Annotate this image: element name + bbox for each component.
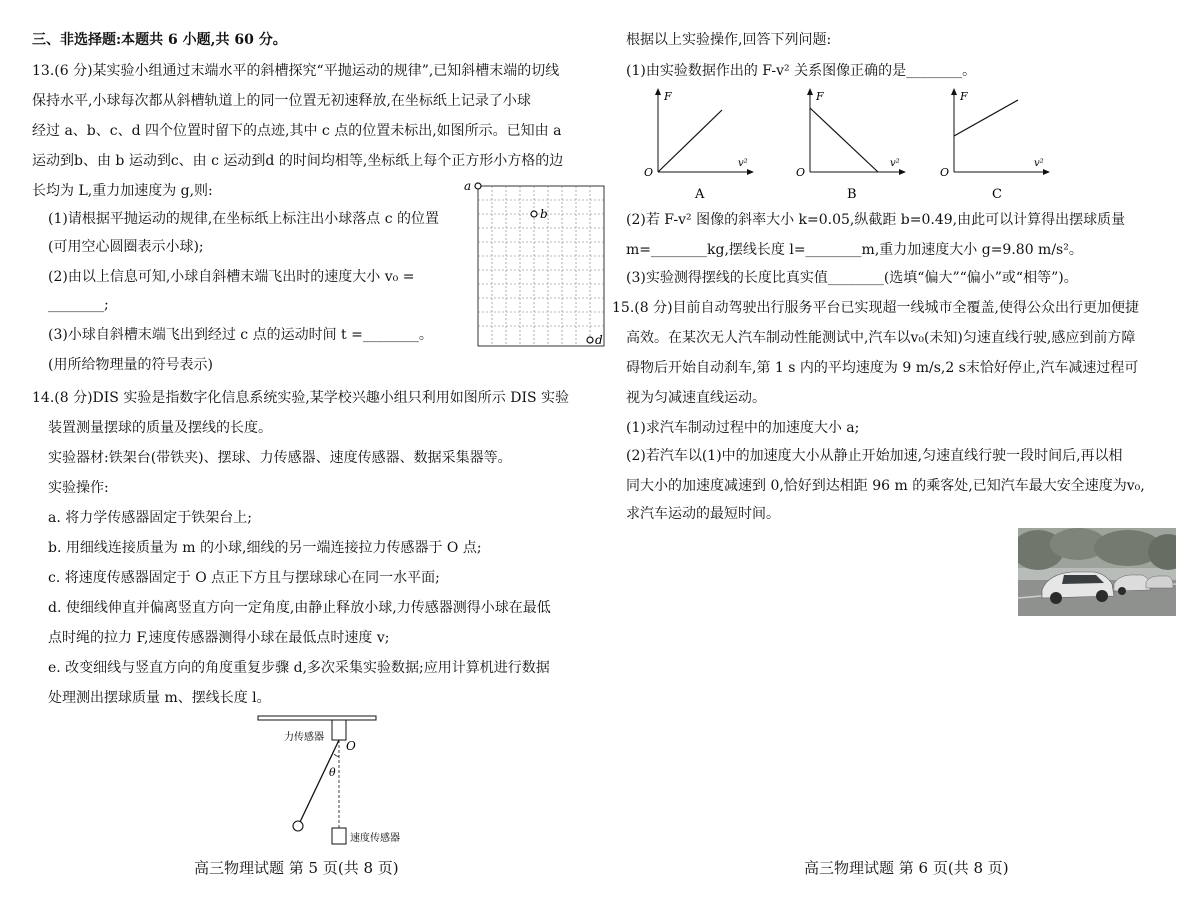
graph-A-F: F xyxy=(664,90,672,103)
graph-C-F: F xyxy=(960,90,968,103)
force-sensor-label: 力传感器 xyxy=(284,732,324,743)
point-d xyxy=(587,337,593,343)
q13-note: (用所给物理量的符号表示) xyxy=(48,357,213,373)
graph-B-O: O xyxy=(796,166,806,179)
q15-line-3: 碍物后开始自动刹车,第 1 s 内的平均速度为 9 m/s,2 s末恰好停止,汽车减速过程可 xyxy=(626,360,1139,376)
force-sensor-box xyxy=(332,720,346,740)
graph-C xyxy=(936,86,1056,204)
q15-part-2-c: 求汽车运动的最短时间。 xyxy=(626,506,780,522)
q14-operations-title: 实验操作: xyxy=(48,480,109,496)
q13-line-2: 保持水平,小球每次都从斜槽轨道上的同一位置无初速释放,在坐标纸上记录了小球 xyxy=(32,93,531,109)
graph-A-O: O xyxy=(644,166,654,179)
graph-B-label: B xyxy=(847,187,857,202)
point-b xyxy=(531,211,537,217)
q13-part2-b: ________; xyxy=(48,297,109,313)
q14-question-3: (3)实验测得摆线的长度比真实值________(选填“偏大”“偏小”或“相等”)。 xyxy=(626,270,1078,286)
graph-C-xlabel: v² xyxy=(1034,158,1044,169)
graph-C-label: C xyxy=(992,187,1002,202)
q14-line-2: 装置测量摆球的质量及摆线的长度。 xyxy=(48,420,272,436)
q15-line-2: 高效。在某次无人汽车制动性能测试中,汽车以v₀(未知)匀速直线行驶,感应到前方障 xyxy=(626,330,1136,346)
q15-part-2-b: 同大小的加速度减速到 0,恰好到达相距 96 m 的乘客处,已知汽车最大安全速度为v₀, xyxy=(626,478,1145,494)
q13-line-3: 经过 a、b、c、d 四个位置时留下的点迹,其中 c 点的位置未标出,如图所示。已知由 a xyxy=(32,123,562,139)
coordinate-paper-figure xyxy=(460,178,610,350)
q13-part3: (3)小球自斜槽末端飞出到经过 c 点的运动时间 t =________。 xyxy=(48,327,433,343)
q15-part-1: (1)求汽车制动过程中的加速度大小 a; xyxy=(626,420,860,436)
point-a xyxy=(475,183,481,189)
q13-line-5: 长均为 L,重力加速度为 g,则: xyxy=(32,183,213,199)
q14-step-a: a. 将力学传感器固定于铁架台上; xyxy=(48,510,252,526)
autonomous-car-photo xyxy=(1018,528,1176,616)
theta-label: θ xyxy=(329,766,336,779)
q14-step-d-2: 点时绳的拉力 F,速度传感器测得小球在最低点时速度 v; xyxy=(48,630,390,646)
graph-A-label: A xyxy=(695,187,705,202)
q14-followup-intro: 根据以上实验操作,回答下列问题: xyxy=(626,32,832,48)
graph-C-line xyxy=(954,100,1018,136)
graph-A-xlabel: v² xyxy=(738,158,748,169)
q15-line-1: 15.(8 分)目前自动驾驶出行服务平台已实现超一线城市全覆盖,使得公众出行更加便捷 xyxy=(612,300,1139,316)
q14-step-d-1: d. 使细线伸直并偏离竖直方向一定角度,由静止释放小球,力传感器测得小球在最低 xyxy=(48,600,551,616)
q14-question-1: (1)由实验数据作出的 F-v² 关系图像正确的是________。 xyxy=(626,63,977,79)
graph-A xyxy=(640,86,760,204)
q13-line-4: 运动到b、由 b 运动到c、由 c 运动到d 的时间均相等,坐标纸上每个正方形小方格的边 xyxy=(32,153,564,169)
graph-B-xlabel: v² xyxy=(890,158,900,169)
q14-step-b: b. 用细线连接质量为 m 的小球,细线的另一端连接拉力传感器于 O 点; xyxy=(48,540,482,556)
q14-equipment: 实验器材:铁架台(带铁夹)、摆球、力传感器、速度传感器、数据采集器等。 xyxy=(48,450,512,466)
graph-B xyxy=(792,86,912,204)
q14-step-e-2: 处理测出摆球质量 m、摆线长度 l。 xyxy=(48,690,271,706)
angle-arc xyxy=(334,754,339,756)
point-O-label: O xyxy=(346,739,356,753)
iron-stand-bar xyxy=(258,716,376,720)
graph-A-line xyxy=(658,110,722,172)
q13-part2-a: (2)由以上信息可知,小球自斜槽末端飞出时的速度大小 v₀ = xyxy=(48,269,415,285)
q13-part1-b: (可用空心圆圈表示小球); xyxy=(48,239,204,255)
q14-question-2-b: m=________kg,摆线长度 l=________m,重力加速度大小 g=9.80 m/s²。 xyxy=(626,242,1083,258)
section-title: 三、非选择题:本题共 6 小题,共 60 分。 xyxy=(32,32,287,48)
right-footer: 高三物理试题 第 6 页(共 8 页) xyxy=(804,859,1009,877)
pendulum-string xyxy=(300,740,339,822)
graph-B-F: F xyxy=(816,90,824,103)
pendulum-ball xyxy=(293,821,303,831)
q15-line-4: 视为匀减速直线运动。 xyxy=(626,390,766,406)
graph-C-O: O xyxy=(940,166,950,179)
label-b: b xyxy=(540,207,548,221)
pendulum-figure xyxy=(250,710,410,850)
q15-part-2-a: (2)若汽车以(1)中的加速度大小从静止开始加速,匀速直线行驶一段时间后,再以相 xyxy=(626,448,1123,464)
q14-step-c: c. 将速度传感器固定于 O 点正下方且与摆球球心在同一水平面; xyxy=(48,570,440,586)
label-d: d xyxy=(595,333,603,347)
q13-line-1: 13.(6 分)某实验小组通过末端水平的斜槽探究“平抛运动的规律”,已知斜槽末端的切线 xyxy=(32,63,560,79)
speed-sensor-box xyxy=(332,828,346,844)
left-footer: 高三物理试题 第 5 页(共 8 页) xyxy=(194,859,399,877)
q13-part1-a: (1)请根据平抛运动的规律,在坐标纸上标注出小球落点 c 的位置 xyxy=(48,211,440,227)
label-a: a xyxy=(464,179,472,193)
q14-question-2-a: (2)若 F-v² 图像的斜率大小 k=0.05,纵截距 b=0.49,由此可以计算得出摆球质量 xyxy=(626,212,1126,228)
speed-sensor-label: 速度传感器 xyxy=(350,833,400,844)
graph-B-line xyxy=(810,108,878,172)
q14-line-1: 14.(8 分)DIS 实验是指数字化信息系统实验,某学校兴趣小组只利用如图所示 DIS 实验 xyxy=(32,390,570,406)
q14-step-e-1: e. 改变细线与竖直方向的角度重复步骤 d,多次采集实验数据;应用计算机进行数据 xyxy=(48,660,550,676)
